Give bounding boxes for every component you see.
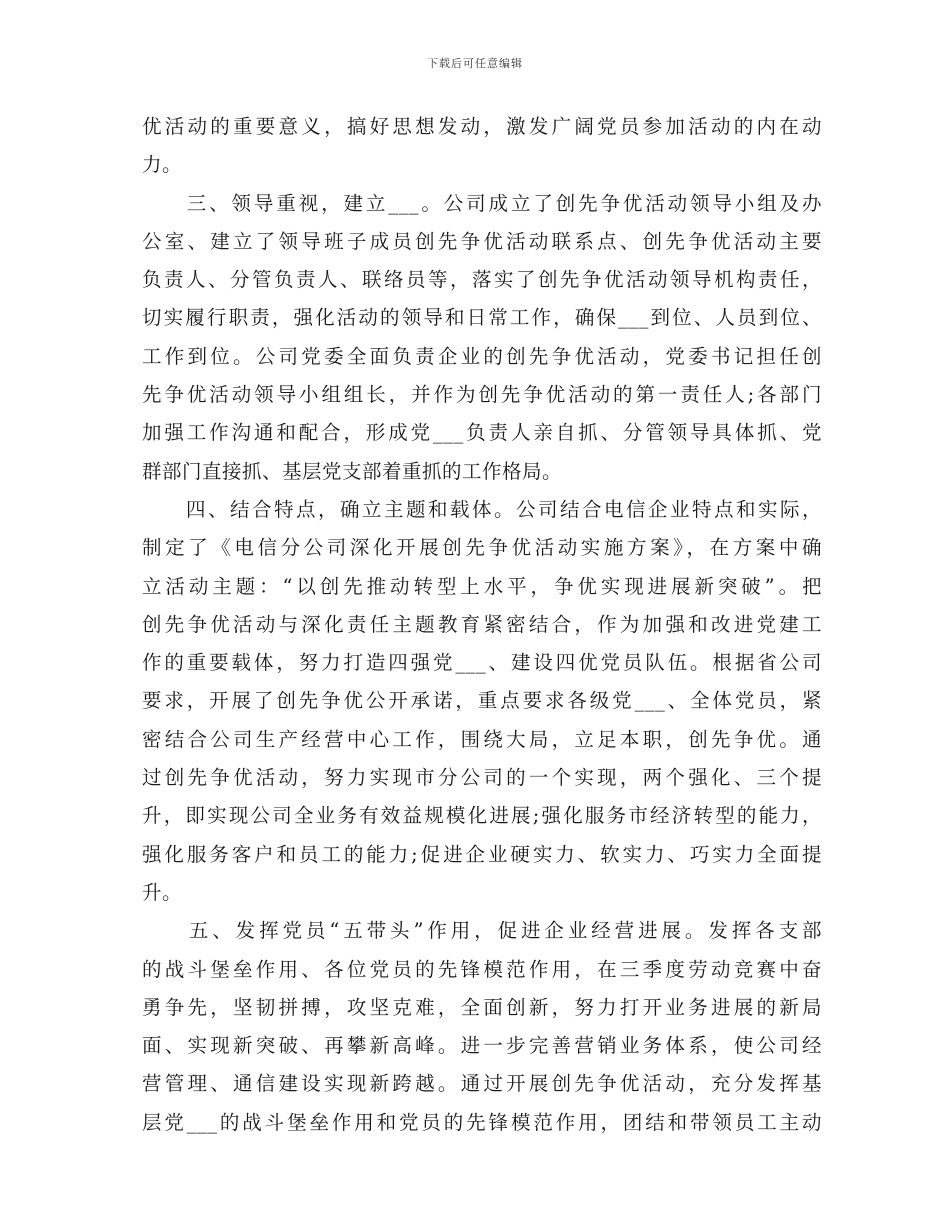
text-line: 勇争先，坚韧拼搏，攻坚克难，全面创新，努力打开业务进展的新局	[142, 995, 822, 1019]
text-line: 力。	[142, 153, 183, 177]
document-body	[142, 108, 822, 1142]
text-line: 先争优活动领导小组组长，并作为创先争优活动的第一责任人;各部门	[142, 383, 822, 407]
text-line: 作的重要载体，努力打造四强党___、建设四优党员队伍。根据省公司	[142, 651, 822, 675]
text-line: 升，即实现公司全业务有效益规模化进展;强化服务市经济转型的能力，	[142, 804, 822, 828]
text-line: 密结合公司生产经营中心工作，围绕大局，立足本职，创先争优。通	[142, 727, 822, 751]
page-header: 下载后可任意编辑	[427, 57, 523, 70]
text-line: 五、发挥党员“五带头”作用，促进企业经营进展。发挥各支部	[142, 919, 822, 943]
text-line: 四、结合特点，确立主题和载体。公司结合电信企业特点和实际，	[142, 497, 822, 521]
text-line: 群部门直接抓、基层党支部着重抓的工作格局。	[142, 459, 563, 483]
text-line: 切实履行职责，强化活动的领导和日常工作，确保___到位、人员到位、	[142, 306, 822, 330]
text-line: 过创先争优活动，努力实现市分公司的一个实现，两个强化、三个提	[142, 766, 822, 790]
text-line: 加强工作沟通和配合，形成党___负责人亲自抓、分管领导具体抓、党	[142, 421, 822, 445]
text-line: 制定了《电信分公司深化开展创先争优活动实施方案》，在方案中确	[142, 536, 822, 560]
text-line: 层党___的战斗堡垒作用和党员的先锋模范作用，团结和带领员工主动	[142, 1110, 822, 1134]
text-line: 工作到位。公司党委全面负责企业的创先争优活动，党委书记担任创	[142, 344, 822, 368]
text-line: 公室、建立了领导班子成员创先争优活动联系点、创先争优活动主要	[142, 229, 822, 253]
text-line: 创先争优活动与深化责任主题教育紧密结合，作为加强和改进党建工	[142, 612, 822, 636]
text-line: 优活动的重要意义，搞好思想发动，激发广阔党员参加活动的内在动	[142, 115, 822, 138]
text-line: 升。	[142, 880, 183, 904]
text-line: 营管理、通信建设实现新跨越。通过开展创先争优活动，充分发挥基	[142, 1072, 822, 1096]
text-line: 强化服务客户和员工的能力;促进企业硬实力、软实力、巧实力全面提	[142, 842, 822, 866]
text-line: 的战斗堡垒作用、各位党员的先锋模范作用，在三季度劳动竞赛中奋	[142, 957, 822, 981]
text-line: 立活动主题：“以创先推动转型上水平，争优实现进展新突破”。把	[142, 574, 822, 598]
text-line: 要求，开展了创先争优公开承诺，重点要求各级党___、全体党员，紧	[142, 689, 822, 713]
text-line: 负责人、分管负责人、联络员等，落实了创先争优活动领导机构责任，	[142, 268, 822, 292]
text-line: 面、实现新突破、再攀新高峰。进一步完善营销业务体系，使公司经	[142, 1034, 822, 1058]
text-line: 三、领导重视，建立___。公司成立了创先争优活动领导小组及办	[142, 191, 822, 215]
